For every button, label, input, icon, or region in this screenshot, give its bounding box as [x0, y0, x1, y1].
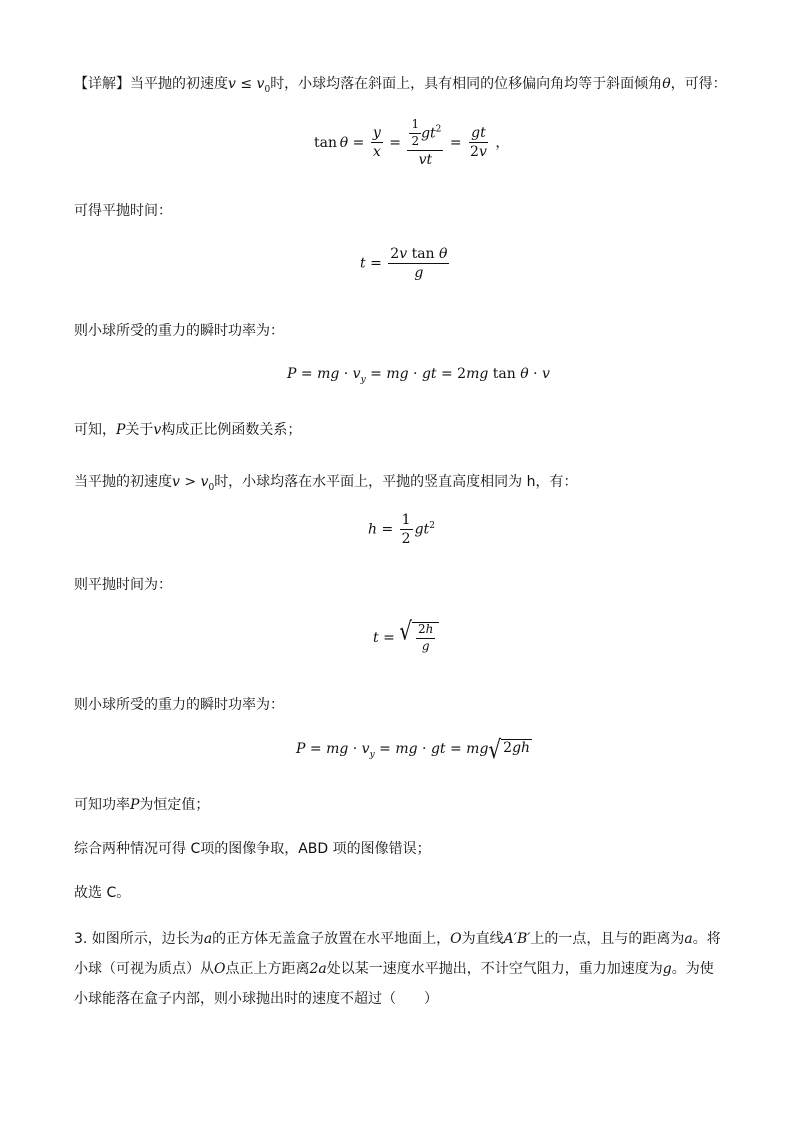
- equation-tan-theta: tan θ = $\frac{y}{x}$ = $\frac{1}{2}$ $gt^2$ vt = $\frac{gt}{2v}$ ，: [314, 117, 510, 168]
- paragraph-detail: 【详解】当平抛的初速度$v \le v_0$时，小球均落在斜面上，具有相同的位移偏向角均等于斜面倾角θ，可得：: [74, 76, 727, 95]
- paragraph-power-intro-2: 则小球所受的重力的瞬时功率为：: [74, 697, 284, 713]
- detail-bracket: 【详解】: [74, 76, 130, 92]
- paragraph-power-intro-1: 则小球所受的重力的瞬时功率为：: [74, 323, 284, 339]
- paragraph-time-intro-2: 则平抛时间为：: [74, 577, 172, 593]
- paragraph-conclusion: 综合两种情况可得 C项的图像争取，ABD 项的图像错误；: [74, 841, 431, 857]
- paragraph-constant: 可知功率P为恒定值；: [74, 797, 210, 813]
- paragraph-case-2: 当平抛的初速度$v > v_0$时，小球均落在水平面上，平抛的竖直高度相同为 h，有：: [74, 474, 578, 493]
- paragraph-answer: 故选 C。: [74, 885, 131, 901]
- equation-time: t = $\frac{\text{2v tan θ}}{g}$: [360, 246, 448, 282]
- equation-time-2: t = √ $\frac{2h}{g}$: [373, 622, 439, 654]
- equation-power-2: P = mg · $v_y$ = mg · gt = mg √ 2gh: [296, 734, 531, 764]
- question-3-line-1: 3. 如图所示，边长为a的正方体无盖盒子放置在水平地面上，O为直线A′B′上的一点，且与的距离为a。将: [74, 931, 721, 947]
- question-3-line-3: 小球能落在盒子内部，则小球抛出时的速度不超过（ ）: [74, 991, 438, 1007]
- question-3-line-2: 小球（可视为质点）从O点正上方距离2a处以某一速度水平抛出，不计空气阻力，重力加速度为g。为使: [74, 961, 714, 977]
- equation-power-1: P = mg · $v_y$ = mg · gt = 2mg tan θ · v: [287, 366, 550, 385]
- equation-height: h = $\frac{1}{2}$ $gt^2$: [368, 512, 435, 548]
- paragraph-time-intro: 可得平抛时间：: [74, 203, 172, 219]
- paragraph-proportional: 可知，P关于v构成正比例函数关系；: [74, 422, 302, 438]
